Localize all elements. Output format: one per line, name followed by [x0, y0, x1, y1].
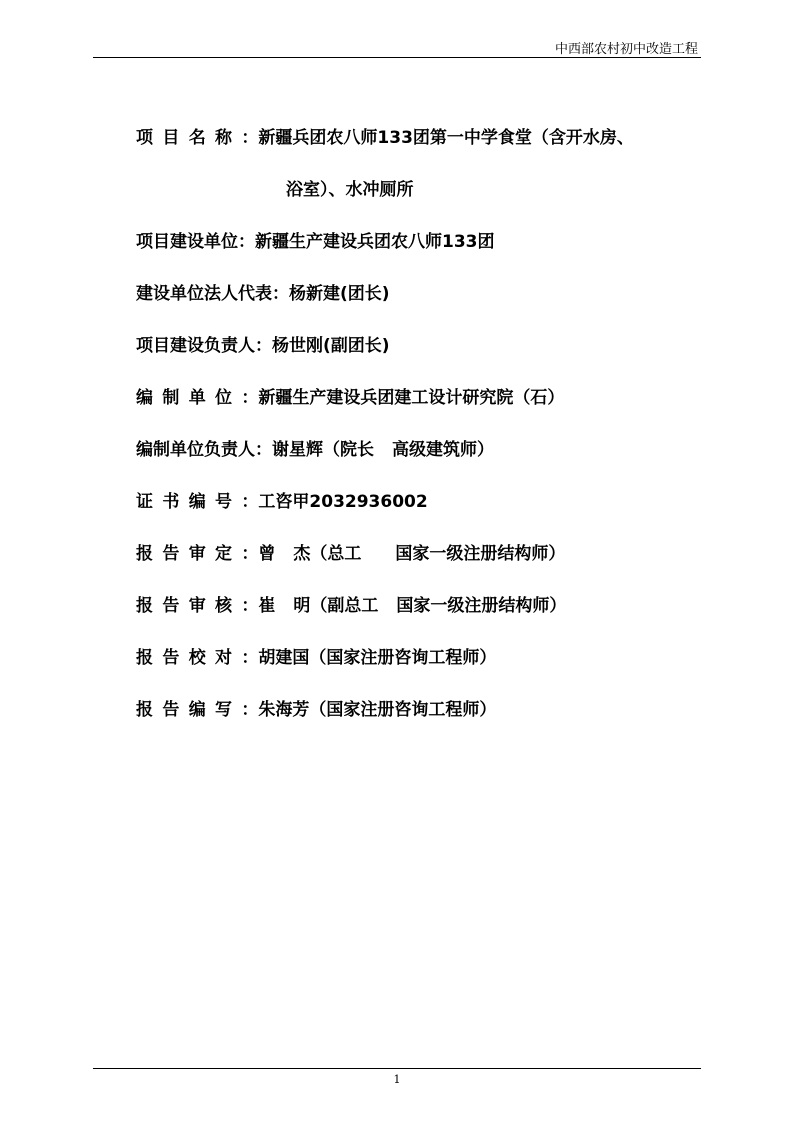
entry-colon: ： — [255, 336, 272, 356]
entry-value-part-a: 崔 — [258, 596, 276, 616]
entry-value: 新疆兵团农八师133团第一中学食堂（含开水房、 — [258, 128, 634, 148]
entry-certificate-number — [136, 488, 736, 540]
entry-label: 项目建设负责人 — [136, 336, 255, 356]
entry-colon: ： — [241, 492, 259, 512]
entry-value-part-a: 谢星辉（院长 — [272, 440, 374, 460]
entry-value: 工咨甲2032936002 — [258, 492, 428, 512]
entry-label: 报告审定 — [136, 544, 242, 564]
entry-value-part-b: 高级建筑师） — [392, 440, 494, 460]
entry-value: 新疆生产建设兵团农八师133团 — [255, 232, 495, 252]
entry-value: 朱海芳（国家注册咨询工程师） — [258, 700, 497, 720]
entry-label: 编制单位负责人 — [136, 440, 255, 460]
entry-value: 新疆生产建设兵团建工设计研究院（石） — [258, 388, 565, 408]
entry-label: 项目名称 — [136, 128, 242, 148]
entry-value-part-b: 杰（总工 — [293, 544, 362, 564]
entry-colon: ： — [241, 544, 259, 564]
entry-project-name-continuation — [136, 176, 736, 228]
entry-colon: ： — [255, 440, 272, 460]
page-number: 1 — [393, 1073, 401, 1086]
entry-value: 杨新建(团长) — [289, 284, 390, 304]
entry-report-author — [136, 696, 736, 748]
entry-label: 报告审核 — [136, 596, 242, 616]
entry-report-review — [136, 592, 736, 644]
entry-label: 报告编写 — [136, 700, 242, 720]
entry-label: 项目建设单位 — [136, 232, 238, 252]
entry-construction-unit — [136, 228, 736, 280]
entry-value-part-c: 国家一级注册结构师） — [395, 544, 566, 564]
entry-legal-representative — [136, 280, 736, 332]
entry-compiling-unit-leader — [136, 436, 736, 488]
entry-value-part-c: 国家一级注册结构师） — [396, 596, 567, 616]
entry-project-leader — [136, 332, 736, 384]
entry-value-continuation: 浴室）、水冲厕所 — [286, 180, 414, 200]
entry-compiling-unit — [136, 384, 736, 436]
entry-colon: ： — [238, 232, 255, 252]
entry-colon: ： — [241, 388, 259, 408]
entry-report-approval — [136, 540, 736, 592]
header-rule — [93, 57, 701, 58]
entry-report-proofreading — [136, 644, 736, 696]
entry-project-name — [136, 124, 736, 176]
entry-value: 杨世刚(副团长) — [272, 336, 390, 356]
entry-colon: ： — [272, 284, 289, 304]
entry-colon: ： — [241, 648, 259, 668]
footer-rule — [93, 1068, 701, 1069]
entry-label: 建设单位法人代表 — [136, 284, 272, 304]
entry-value-part-a: 曾 — [258, 544, 276, 564]
entry-colon: ： — [241, 596, 259, 616]
entry-label: 证书编号 — [136, 492, 242, 512]
project-info-block — [136, 124, 736, 748]
running-header: 中西部农村初中改造工程 — [554, 42, 698, 57]
entry-label: 报告校对 — [136, 648, 242, 668]
entry-label: 编制单位 — [136, 388, 242, 408]
entry-colon: ： — [241, 128, 259, 148]
entry-value: 胡建国（国家注册咨询工程师） — [258, 648, 497, 668]
entry-colon: ： — [241, 700, 259, 720]
entry-value-part-b: 明（副总工 — [293, 596, 379, 616]
